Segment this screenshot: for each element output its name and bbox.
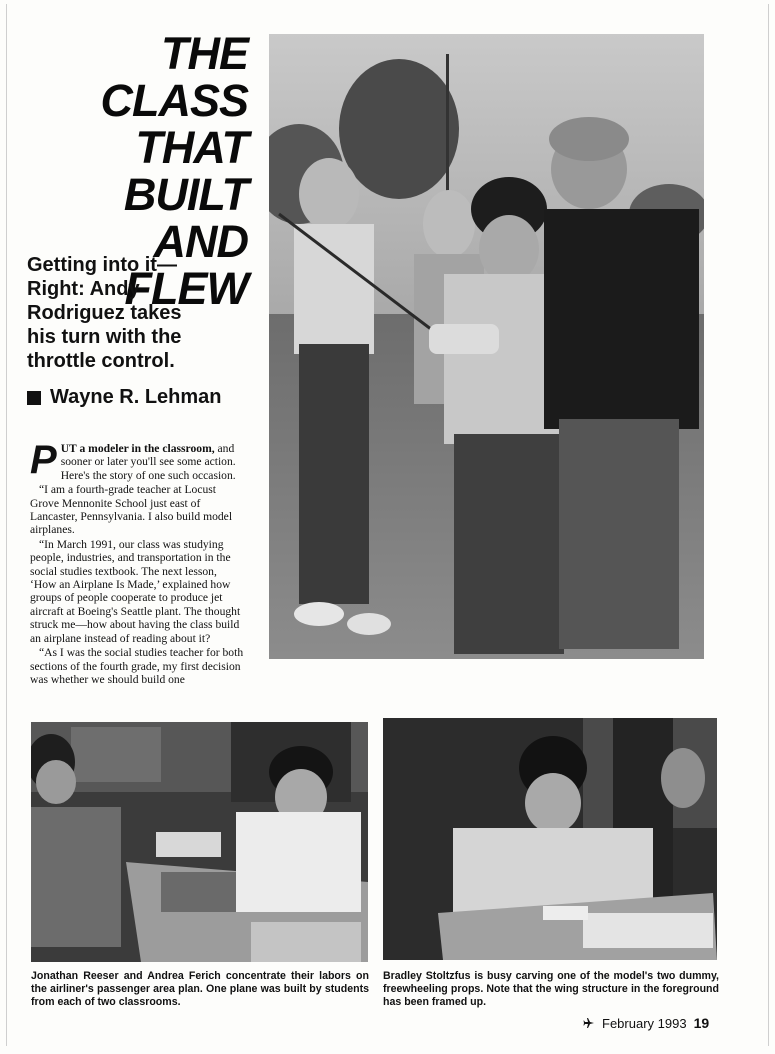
byline-bullet-icon bbox=[27, 391, 41, 405]
drop-cap: P bbox=[30, 438, 57, 482]
body-paragraph: “I am a fourth-grade teacher at Locust Grove Mennonite School just east of Lancaster, Pennsylvania. I also build model airplanes. bbox=[30, 483, 233, 537]
classroom-photo-left bbox=[31, 722, 368, 962]
main-photo bbox=[269, 34, 704, 659]
byline bbox=[27, 386, 257, 409]
lead-paragraph bbox=[30, 438, 244, 482]
body-paragraph: “As I was the social studies teacher for both sections of the fourth grade, my first decision was whether we should build one bbox=[30, 646, 244, 686]
issue-date: February 1993 bbox=[602, 1015, 687, 1031]
article-deck: Getting into it— Right: Andy Rodriguez takes his turn with the throttle control. bbox=[27, 254, 182, 372]
body-paragraph: “In March 1991, our class was studying people, industries, and transportation in the social studies textbook. The next lesson, ‘How an Airplane Is Made,’ explained how groups of people cooperate to produce jet aircraft at Boeing's Seattle plant. The thought struck me—how about having the class build an airplane instead of reading about it? bbox=[30, 537, 241, 645]
article-title: THE CLASS THAT BUILT AND FLEW bbox=[100, 28, 248, 314]
article-body bbox=[30, 438, 244, 687]
lead-rest: and sooner or later you'll see some action. Here's the story of one such occasion. bbox=[60, 442, 236, 482]
airplane-icon bbox=[583, 1017, 595, 1029]
classroom-photo-right bbox=[383, 718, 717, 960]
byline-author: Wayne R. Lehman bbox=[50, 386, 222, 408]
page-number: 19 bbox=[693, 1015, 710, 1031]
caption-right: Bradley Stoltzfus is busy carving one of the model's two dummy, freewheeling props. Note that the wing structure in the foreground has been framed up. bbox=[383, 970, 719, 1008]
page-footer bbox=[583, 1015, 723, 1031]
lead-in: UT a modeler in the classroom, bbox=[60, 442, 215, 455]
caption-left: Jonathan Reeser and Andrea Ferich concentrate their labors on the airliner's passenger area plan. One plane was built by students from each of two classrooms. bbox=[31, 970, 369, 1008]
